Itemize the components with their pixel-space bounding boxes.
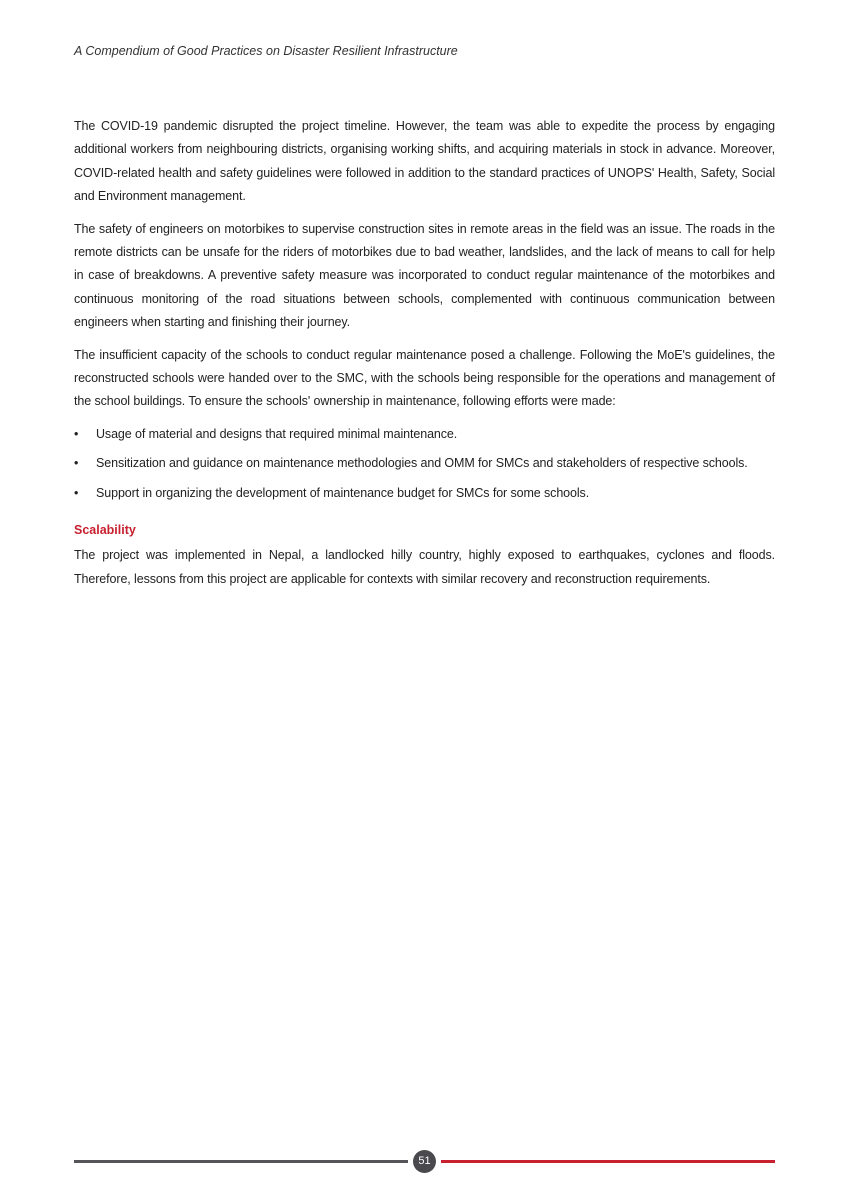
list-item-text: Support in organizing the development of maintenance budget for SMCs for some schools.	[96, 485, 590, 500]
section-heading-scalability: Scalability	[74, 523, 136, 538]
bullet-marker: •	[74, 456, 79, 471]
list-item	[74, 423, 775, 446]
maintenance-efforts-list	[74, 423, 775, 505]
list-item-text: Usage of material and designs that required minimal maintenance.	[96, 426, 458, 441]
paragraph-covid: The COVID-19 pandemic disrupted the project timeline. However, the team was able to expedite the process by engaging additional workers from neighbouring districts, organising working shifts, and acquiring materials in stock in advance. Moreover, COVID-related health and safety guidelines were followed in addition to the standard practices of UNOPS' Health, Safety, Social and Environment management.	[74, 119, 775, 204]
footer-rule-left	[74, 1160, 408, 1163]
running-header: A Compendium of Good Practices on Disaster Resilient Infrastructure	[74, 44, 458, 58]
paragraph-maintenance: The insufficient capacity of the schools to conduct regular maintenance posed a challenge. Following the MoE's guidelines, the reconstructed schools were handed over to the SMC, with the schools being responsible for the operations and management of the school buildings. To ensure the schools' ownership in maintenance, following efforts were made:	[74, 347, 775, 409]
list-item	[74, 452, 775, 475]
list-item-text: Sensitization and guidance on maintenance methodologies and OMM for SMCs and stakeholders of respective schools.	[96, 456, 748, 471]
list-item	[74, 482, 775, 505]
page-content	[74, 115, 775, 600]
footer-rule-right	[441, 1160, 775, 1163]
page-number: 51	[413, 1150, 436, 1173]
paragraph-scalability: The project was implemented in Nepal, a landlocked hilly country, highly exposed to earthquakes, cyclones and floods. Therefore, lessons from this project are applicable for contexts with similar recovery and reconstruction requirements.	[74, 548, 775, 586]
bullet-marker: •	[74, 485, 79, 500]
bullet-marker: •	[74, 426, 79, 441]
paragraph-engineer-safety: The safety of engineers on motorbikes to supervise construction sites in remote areas in the field was an issue. The roads in the remote districts can be unsafe for the riders of motorbikes due to bad weather, landslides, and the lack of means to call for help in case of breakdowns. A preventive safety measure was incorporated to conduct regular maintenance of the motorbikes and continuous monitoring of the road situations between schools, complemented with continuous communication between engineers when starting and finishing their journey.	[74, 221, 775, 330]
page-footer	[74, 1150, 775, 1172]
